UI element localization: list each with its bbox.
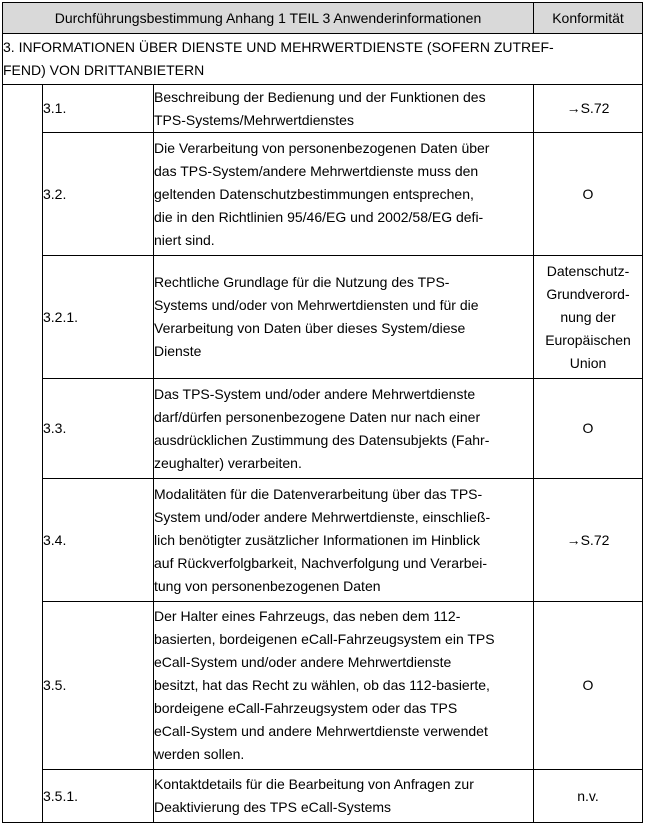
- description-line: ausdrücklichen Zustimmung des Datensubjekts (Fahr-: [154, 431, 490, 448]
- row-description: [154, 770, 534, 823]
- description-line: tung von personenbezogenen Daten: [154, 577, 381, 594]
- section-row: [3, 34, 643, 85]
- table-header-row: [3, 3, 643, 34]
- row-description: [154, 133, 534, 256]
- row-conformity: n.v.: [534, 770, 643, 823]
- description-line: auf Rückverfolgbarkeit, Nachverfolgung und Verarbei-: [154, 554, 488, 571]
- description-line: geltenden Datenschutzbestimmungen entsprechen,: [154, 185, 474, 202]
- row-description: [154, 379, 534, 479]
- row-description: [154, 479, 534, 602]
- row-number: 3.5.: [43, 602, 154, 770]
- row-description: [154, 85, 534, 133]
- description-line: werden sollen.: [154, 746, 245, 762]
- row-number: 3.3.: [43, 379, 154, 479]
- description-line: basierten, bordeigenen eCall-Fahrzeugsystem ein TPS: [154, 631, 495, 647]
- description-line: niert sind.: [154, 231, 215, 248]
- description-line: Das TPS-System und/oder andere Mehrwertdienste: [154, 385, 476, 402]
- description-line: Der Halter eines Fahrzeugs, das neben dem 112-: [154, 608, 461, 624]
- description-line: zeughalter) verarbeiten.: [154, 454, 302, 471]
- conformity-line: nung der: [560, 308, 616, 325]
- row-conformity: O: [534, 602, 643, 770]
- conformity-line: Europäischen: [545, 331, 631, 348]
- conformity-line: Grundverord-: [546, 285, 630, 302]
- section-title-line: 3. INFORMATIONEN ÜBER DIENSTE UND MEHRWERTDIENSTE (SOFERN ZUTREF-: [3, 39, 554, 55]
- table-row: [3, 479, 643, 602]
- description-line: eCall-System und/oder andere Mehrwertdienste: [154, 654, 452, 670]
- description-line: Kontaktdetails für die Bearbeitung von Anfragen zur: [154, 776, 474, 792]
- conformity-line: Union: [569, 354, 607, 371]
- row-conformity: →S.72: [534, 479, 643, 602]
- description-line: Die Verarbeitung von personenbezogenen Daten über: [154, 139, 490, 156]
- description-line: besitzt, hat das Recht zu wählen, ob das 112-basierte,: [154, 677, 490, 693]
- table-row: [3, 602, 643, 770]
- description-line: Rechtliche Grundlage für die Nutzung des TPS-: [154, 274, 450, 290]
- description-line: Beschreibung der Bedienung und der Funktionen des: [154, 88, 486, 105]
- conformity-line: Datenschutz-: [546, 262, 630, 279]
- description-line: System und/oder andere Mehrwertdienste, einschließ-: [154, 508, 491, 525]
- row-conformity: O: [534, 379, 643, 479]
- table-row: [3, 379, 643, 479]
- header-provision: Durchführungsbestimmung Anhang 1 TEIL 3 Anwenderinformationen: [3, 3, 534, 34]
- row-number: 3.5.1.: [43, 770, 154, 823]
- description-line: bordeigene eCall-Fahrzeugsystem oder das TPS: [154, 700, 458, 716]
- table-row: [3, 85, 643, 133]
- row-description: [154, 256, 534, 379]
- description-line: Systems und/oder von Mehrwertdiensten und für die: [154, 297, 479, 313]
- row-conformity: O: [534, 133, 643, 256]
- description-line: Dienste: [154, 343, 202, 359]
- description-line: eCall-System und andere Mehrwertdienste verwendet: [154, 723, 488, 739]
- row-number: 3.4.: [43, 479, 154, 602]
- description-line: Modalitäten für die Datenverarbeitung über das TPS-: [154, 485, 483, 502]
- header-conformity: Konformität: [534, 3, 643, 34]
- row-number: 3.1.: [43, 85, 154, 133]
- description-line: Deaktivierung des TPS eCall-Systems: [154, 799, 392, 815]
- indent-cell: [3, 85, 43, 823]
- conformity-table: [2, 2, 643, 823]
- row-number: 3.2.: [43, 133, 154, 256]
- table-row: [3, 770, 643, 823]
- row-conformity: →S.72: [534, 85, 643, 133]
- row-conformity: [534, 256, 643, 379]
- row-description: [154, 602, 534, 770]
- table-row: [3, 256, 643, 379]
- row-number: 3.2.1.: [43, 256, 154, 379]
- description-line: lich benötigter zusätzlicher Informationen im Hinblick: [154, 531, 481, 548]
- description-line: Verarbeitung von Daten über dieses System/diese: [154, 320, 466, 336]
- description-line: das TPS-System/andere Mehrwertdienste muss den: [154, 162, 479, 179]
- description-line: die in den Richtlinien 95/46/EG und 2002/58/EG defi-: [154, 208, 484, 225]
- description-line: darf/dürfen personenbezogene Daten nur nach einer: [154, 408, 481, 425]
- description-line: TPS-Systems/Mehrwertdienstes: [154, 111, 354, 128]
- section-title-line: FEND) VON DRITTANBIETERN: [3, 62, 205, 78]
- section-title: [3, 34, 643, 85]
- table-row: [3, 133, 643, 256]
